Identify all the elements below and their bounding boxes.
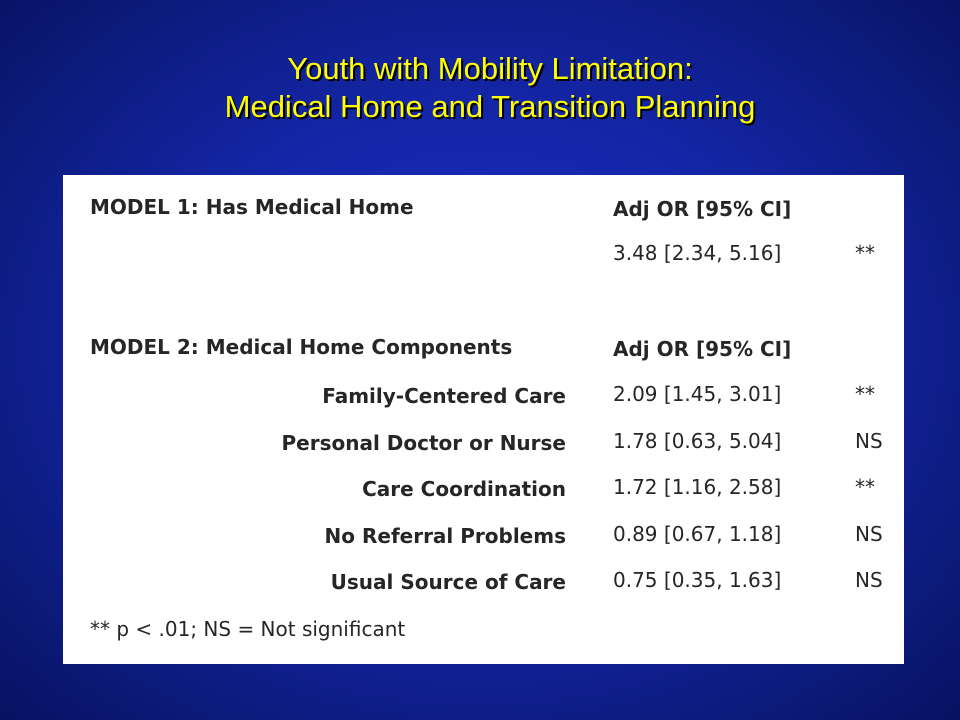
- row-label-no-referral-problems: No Referral Problems: [324, 524, 566, 548]
- row-label-personal-doctor-or-nurse: Personal Doctor or Nurse: [281, 431, 566, 455]
- row-value-no-referral-problems: 0.89 [0.67, 1.18]: [613, 522, 782, 546]
- row-label-care-coordination: Care Coordination: [362, 477, 566, 501]
- footnote: ** p < .01; NS = Not significant: [90, 617, 406, 641]
- row-value-personal-doctor-or-nurse: 1.78 [0.63, 5.04]: [613, 429, 782, 453]
- model2-heading: MODEL 2: Medical Home Components: [90, 335, 513, 359]
- row-label-usual-source-of-care: Usual Source of Care: [330, 570, 566, 594]
- row-sig-personal-doctor-or-nurse: NS: [855, 429, 883, 453]
- model1-significance: **: [855, 241, 875, 265]
- row-sig-care-coordination: **: [855, 475, 875, 499]
- model1-heading: MODEL 1: Has Medical Home: [90, 195, 414, 219]
- model1-column-header: Adj OR [95% CI]: [613, 197, 792, 221]
- title-line-2: Medical Home and Transition Planning: [224, 89, 756, 124]
- slide-title: [0, 50, 960, 126]
- model2-column-header: Adj OR [95% CI]: [613, 337, 792, 361]
- row-value-family-centered-care: 2.09 [1.45, 3.01]: [613, 382, 782, 406]
- row-sig-usual-source-of-care: NS: [855, 568, 883, 592]
- row-sig-family-centered-care: **: [855, 382, 875, 406]
- row-sig-no-referral-problems: NS: [855, 522, 883, 546]
- row-value-care-coordination: 1.72 [1.16, 2.58]: [613, 475, 782, 499]
- row-label-family-centered-care: Family-Centered Care: [322, 384, 566, 408]
- model1-value: 3.48 [2.34, 5.16]: [613, 241, 782, 265]
- row-value-usual-source-of-care: 0.75 [0.35, 1.63]: [613, 568, 782, 592]
- title-line-1: Youth with Mobility Limitation:: [287, 51, 693, 86]
- results-table-panel: [63, 175, 904, 664]
